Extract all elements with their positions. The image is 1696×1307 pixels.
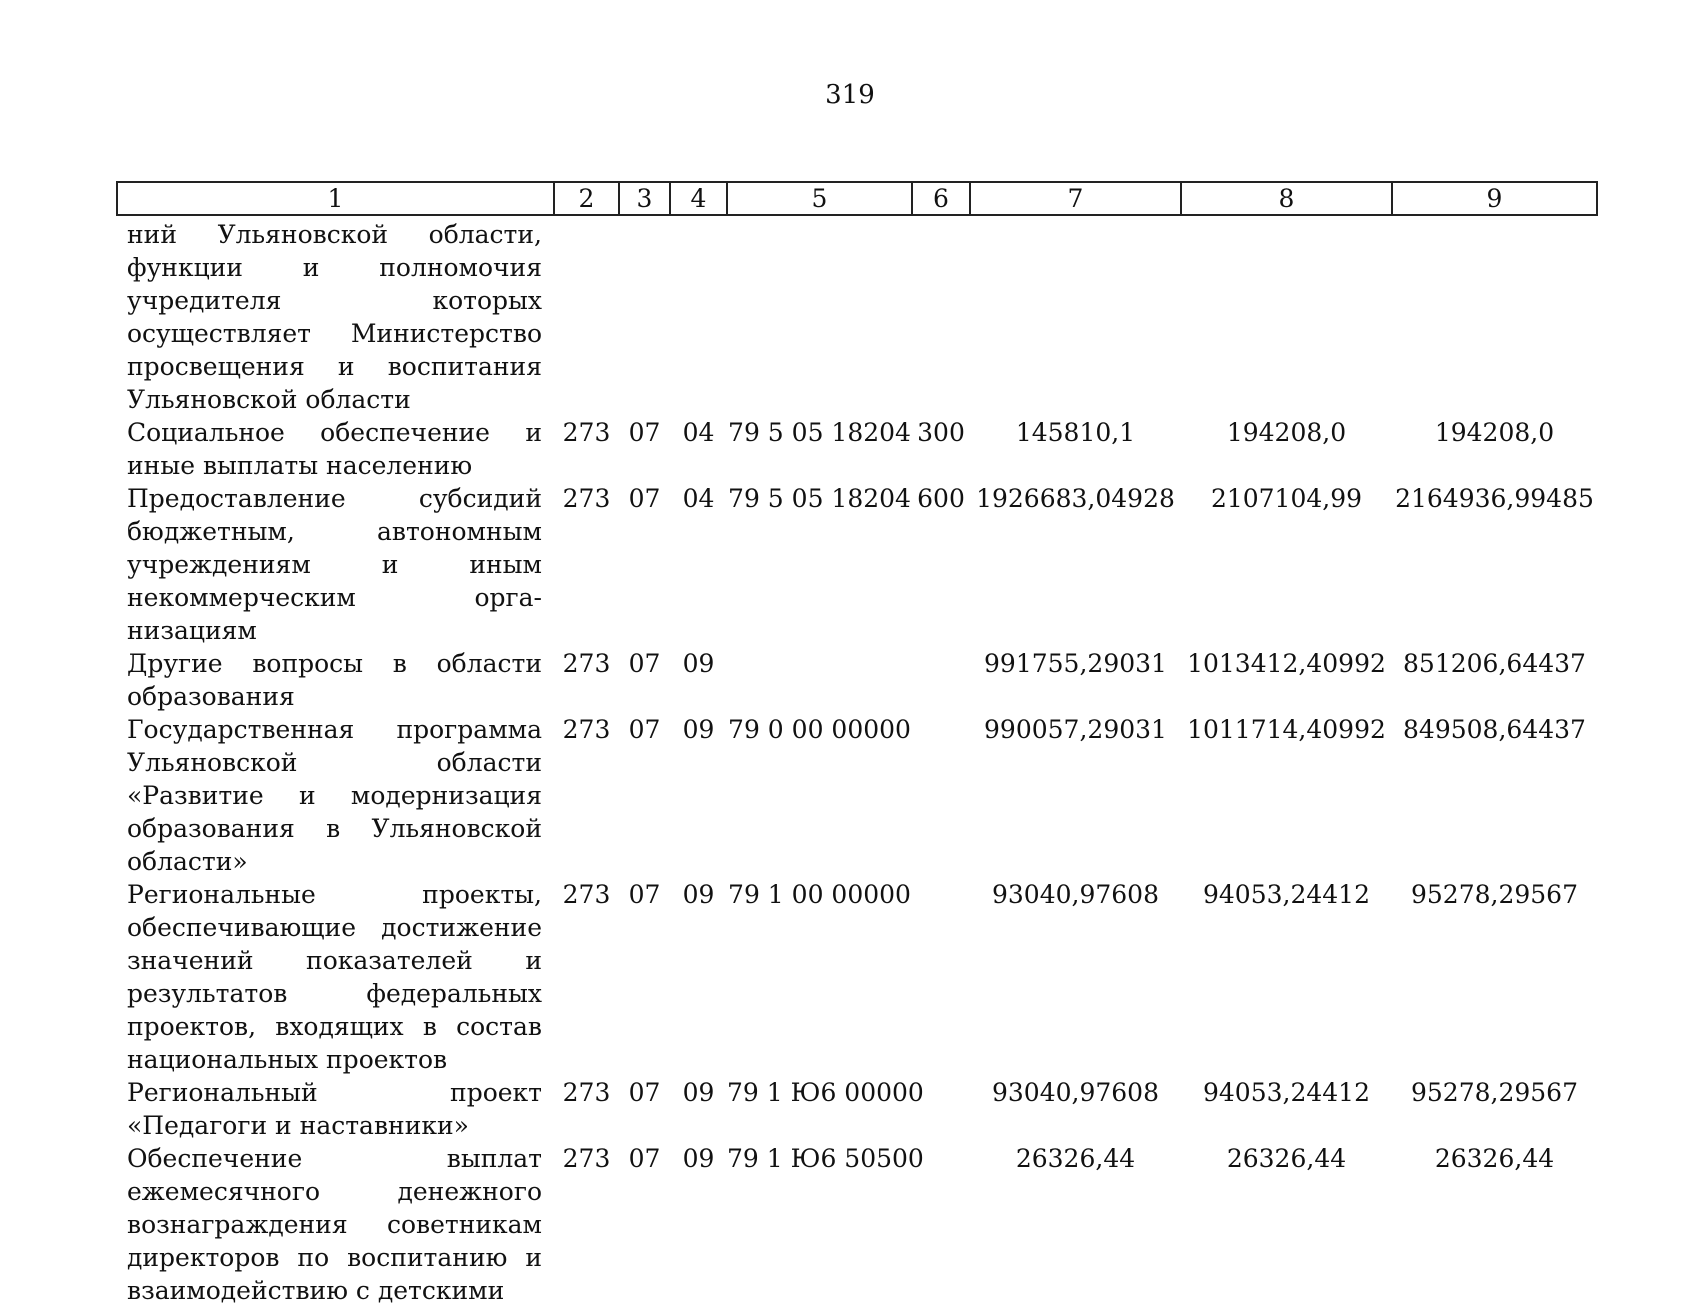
row-amount-8: 194208,0	[1226, 418, 1347, 447]
header-col-9: 9	[1392, 182, 1597, 215]
row-code-3: 07	[628, 418, 661, 447]
header-row	[117, 182, 1597, 215]
row-code-2: 273	[562, 418, 611, 447]
row-code-2: 273	[562, 880, 611, 909]
row-name: Государственная программа Ульяновской области «Развитие и модернизация образования в Ульяновской области»	[127, 715, 542, 876]
table-row	[117, 1076, 1597, 1142]
row-amount-9: 95278,29567	[1410, 1078, 1578, 1107]
table-row	[117, 878, 1597, 1076]
row-code-4: 09	[682, 715, 715, 744]
row-code-3: 07	[628, 715, 661, 744]
budget-table	[116, 181, 1598, 1307]
row-code-5: 79 1 00 00000	[728, 880, 911, 909]
row-name: Другие вопросы в области образования	[127, 649, 542, 711]
row-name: Региональные проекты, обеспечивающие достижение значений показателей и результатов федеральных проектов, входящих в состав национальных проектов	[127, 880, 542, 1074]
row-amount-7: 991755,29031	[984, 649, 1167, 678]
table-row	[117, 647, 1597, 713]
row-code-4: 09	[682, 1144, 715, 1173]
row-code-3: 07	[628, 1144, 661, 1173]
row-code-6	[912, 215, 970, 416]
table-row	[117, 1142, 1597, 1307]
row-amount-9: 849508,64437	[1403, 715, 1586, 744]
row-amount-9	[1392, 215, 1597, 416]
page-number: 319	[825, 80, 875, 110]
row-amount-9: 26326,44	[1434, 1144, 1555, 1173]
table-row	[117, 482, 1597, 647]
header-col-3: 3	[619, 182, 670, 215]
row-code-4: 09	[682, 880, 715, 909]
row-code-3: 07	[628, 649, 661, 678]
row-amount-9: 2164936,99485	[1395, 484, 1594, 513]
table-row	[117, 713, 1597, 878]
row-code-4: 09	[682, 649, 715, 678]
table-header	[117, 182, 1597, 215]
row-name: Социальное обеспечение и иные выплаты населению	[127, 418, 542, 480]
row-code-5: 79 5 05 18204	[728, 484, 911, 513]
row-amount-8: 1013412,40992	[1187, 649, 1386, 678]
row-code-2	[554, 215, 619, 416]
row-code-2: 273	[562, 715, 611, 744]
row-code-6: 300	[917, 418, 965, 447]
row-amount-8: 1011714,40992	[1187, 715, 1386, 744]
row-code-3: 07	[628, 484, 661, 513]
row-code-5	[727, 647, 912, 713]
row-amount-8	[1181, 215, 1392, 416]
row-code-5: 79 0 00 00000	[728, 715, 911, 744]
row-code-3	[619, 215, 670, 416]
header-col-1: 1	[117, 182, 554, 215]
row-code-6	[912, 878, 970, 1076]
row-amount-7: 93040,97608	[991, 880, 1159, 909]
row-code-2: 273	[562, 484, 611, 513]
row-code-2: 273	[562, 649, 611, 678]
row-amount-8: 94053,24412	[1202, 1078, 1370, 1107]
row-code-6: 600	[917, 484, 965, 513]
row-amount-8: 94053,24412	[1202, 880, 1370, 909]
row-amount-7: 26326,44	[1015, 1144, 1136, 1173]
row-code-6	[912, 647, 970, 713]
header-col-6: 6	[912, 182, 970, 215]
row-amount-9: 194208,0	[1434, 418, 1555, 447]
row-amount-7: 93040,97608	[991, 1078, 1159, 1107]
header-col-7: 7	[970, 182, 1181, 215]
header-col-8: 8	[1181, 182, 1392, 215]
row-code-4: 04	[682, 484, 715, 513]
table-body	[117, 215, 1597, 1307]
row-code-5: 79 1 Ю6 00000	[727, 1078, 924, 1107]
row-amount-7: 1926683,04928	[976, 484, 1175, 513]
header-col-2: 2	[554, 182, 619, 215]
header-col-5: 5	[727, 182, 912, 215]
row-code-2: 273	[562, 1144, 611, 1173]
row-code-2: 273	[562, 1078, 611, 1107]
row-name: ний Ульяновской области, функции и полномочия учредителя которых осуществляет Министерство просвещения и воспитания Ульяновской области	[127, 220, 542, 414]
row-amount-7: 145810,1	[1015, 418, 1136, 447]
row-amount-9: 95278,29567	[1410, 880, 1578, 909]
row-code-6	[912, 713, 970, 878]
row-amount-7: 990057,29031	[984, 715, 1167, 744]
table-row	[117, 215, 1597, 416]
row-name: Обеспечение выплат ежемесячного денежного вознаграждения советникам директоров по воспитанию и взаимодействию с детскими	[127, 1144, 542, 1305]
row-code-4: 04	[682, 418, 715, 447]
table-row	[117, 416, 1597, 482]
row-code-3: 07	[628, 880, 661, 909]
row-code-5: 79 1 Ю6 50500	[727, 1144, 924, 1173]
row-code-4: 09	[682, 1078, 715, 1107]
row-amount-8: 26326,44	[1226, 1144, 1347, 1173]
row-code-5: 79 5 05 18204	[728, 418, 911, 447]
row-name: Региональный проект «Педагоги и наставники»	[127, 1078, 542, 1140]
row-code-5	[727, 215, 912, 416]
row-code-3: 07	[628, 1078, 661, 1107]
row-code-4	[670, 215, 727, 416]
row-amount-7	[970, 215, 1181, 416]
row-amount-8: 2107104,99	[1210, 484, 1363, 513]
row-amount-9: 851206,64437	[1403, 649, 1586, 678]
header-col-4: 4	[670, 182, 727, 215]
row-name: Предоставление субсидий бюджетным, автономным учреждениям и иным некоммерческим организациям	[127, 484, 542, 645]
